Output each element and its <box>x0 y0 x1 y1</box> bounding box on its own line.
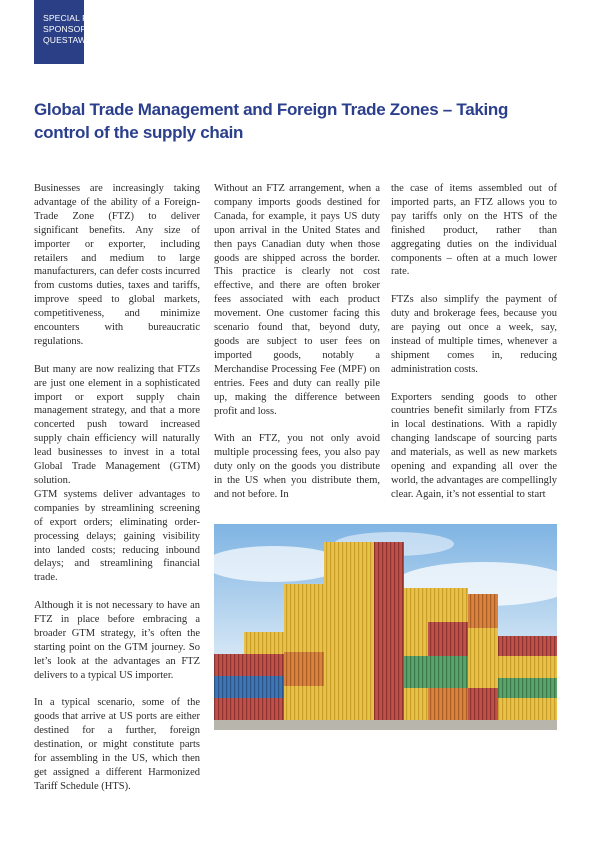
badge-line-3: QUESTAWEB <box>43 35 98 45</box>
paragraph: In a typical scenario, some of the goods that arrive at US ports are either destined for a further, foreign destination, or might constitute parts for assembling in the US, which then get assigned a different Harmonized Tariff Schedule (HTS). <box>34 697 200 792</box>
paragraph: the case of items assembled out of imported parts, an FTZ allows you to pay tariffs only on the HTS of the finished product, rather than aggregating duties on the individual components – often at a much lower rate. <box>391 183 557 278</box>
shipping-containers-photo <box>214 524 557 730</box>
paragraph: FTZs also simplify the payment of duty and brokerage fees, because you are paying out once a week, say, instead of multiple times, whenever a shipment comes in, reducing administration costs. <box>391 294 557 375</box>
paragraph: Businesses are increasingly taking advantage of the ability of a Foreign-Trade Zone (FTZ) to deliver significant benefits. Any size of importer or exporter, including retailers and medium to large manufacturers, can defer costs incurred from customs duties, taxes and tariffs, improve speed to global markets, competitiveness, and minimize encounters with bureaucratic regulations. <box>34 183 200 347</box>
paragraph: GTM systems deliver advantages to companies by streamlining screening of export orders; eliminating order-processing delays; gaining visibility into landed costs; reducing inbound delays; and streamlining financial trade. <box>34 488 200 584</box>
badge-line-2: SPONSORED BY <box>43 24 113 34</box>
article-title: Global Trade Management and Foreign Trade Zones – Taking control of the supply chain <box>34 100 509 142</box>
paragraph: With an FTZ, you not only avoid multiple processing fees, you also pay duty only on the goods you distribute in the US when you distribute them, and not before. In <box>214 433 380 500</box>
paragraph: Exporters sending goods to other countries benefit similarly from FTZs in local destinations. With a rapidly changing landscape of sourcing parts and materials, as well as new markets opening and expanding all over the world, the advantages are compellingly clear. Again, it’s not essential to start <box>391 391 557 500</box>
text-column-1 <box>34 182 200 794</box>
paragraph: Without an FTZ arrangement, when a company imports goods destined for Canada, for example, it pays US duty upon arrival in the United States and then pays Canadian duty when those goods are shipped across the border. This practice is clearly not cost effective, and there are often broker fees associated with each product movement. One customer facing this scenario found that, beyond duty, goods are subject to user fees on imported goods, notably a Merchandise Processing Fee (MPF) on entries. Fees and duty can really pile up, making the difference between profit and loss. <box>214 183 380 417</box>
paragraph: Although it is not necessary to have an FTZ in place before embracing a broader GTM strategy, it’s often the starting point on the GTM journey. So let’s look at the advantages an FTZ delivers to a typical US importer. <box>34 600 200 681</box>
special-report-badge <box>34 0 119 64</box>
text-column-3 <box>391 182 557 502</box>
paragraph: But many are now realizing that FTZs are just one element in a sophisticated import or export supply chain management strategy, and that a more concerted push toward increased supply chain efficiency will naturally lead businesses to invest in a total Global Trade Management (GTM) solution. <box>34 363 200 487</box>
text-column-2 <box>214 182 380 502</box>
badge-line-1: SPECIAL REPORT <box>43 13 119 23</box>
